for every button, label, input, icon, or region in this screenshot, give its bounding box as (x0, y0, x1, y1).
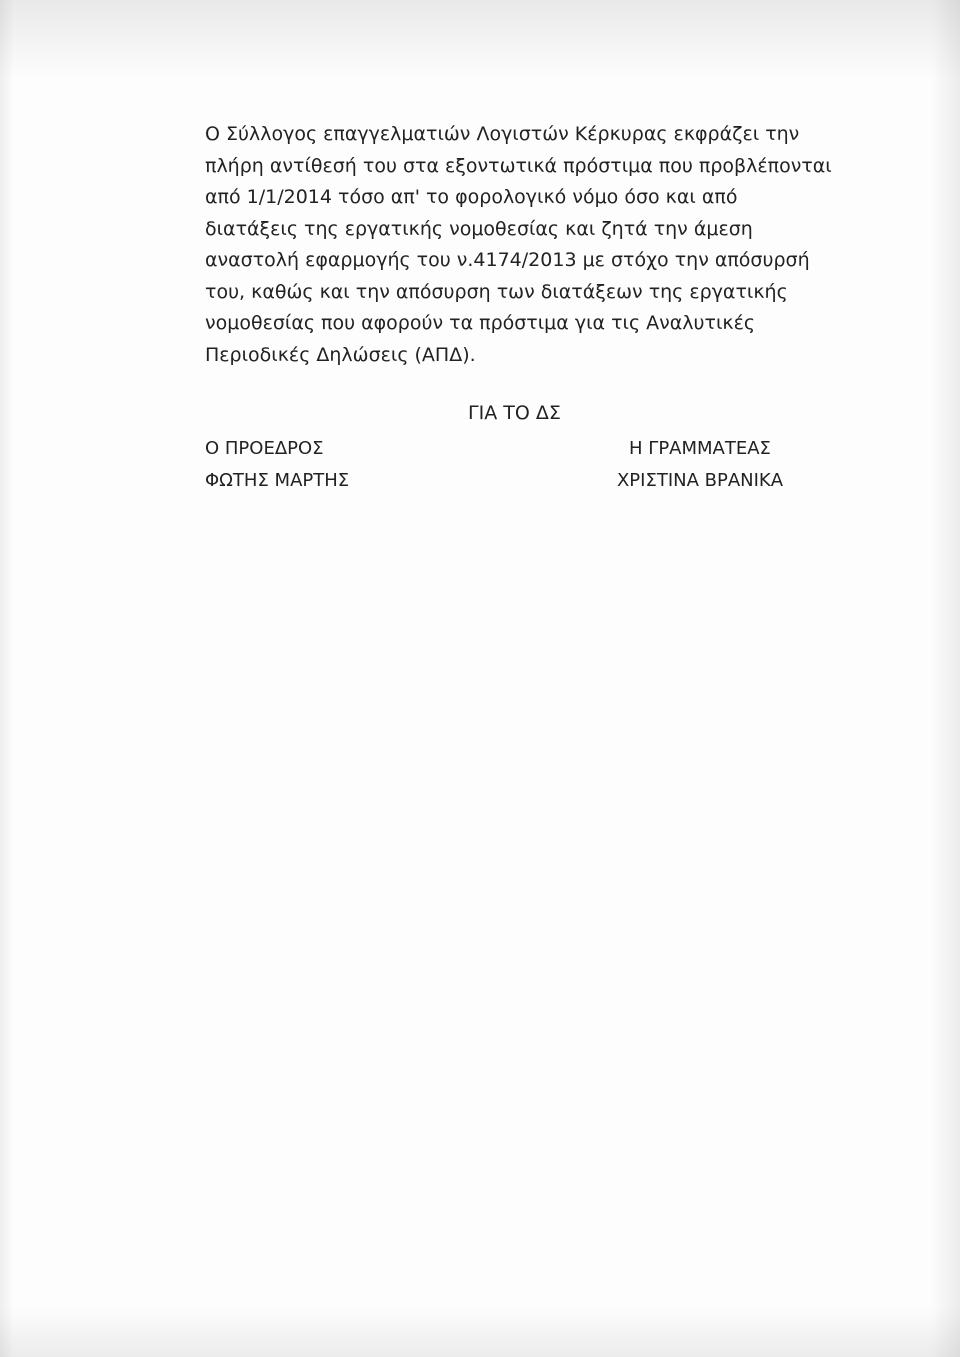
president-role: Ο ΠΡΟΕΔΡΟΣ (205, 438, 324, 459)
paragraph-line: Περιοδικές Δηλώσεις (ΑΠΔ). (205, 343, 476, 366)
secretary-name: ΧΡΙΣΤΙΝΑ ΒΡΑΝΙΚΑ (616, 470, 784, 491)
paragraph-line: Ο Σύλλογος επαγγελματιών Λογιστών Κέρκυρας εκφράζει την (205, 123, 800, 145)
on-behalf-heading: ΓΙΑ ΤΟ ΔΣ (468, 402, 561, 424)
secretary-signature-block (616, 433, 784, 497)
scan-shadow-right (930, 0, 960, 1357)
paragraph-line: νομοθεσίας που αφορούν τα πρόστιμα για τις Αναλυτικές (205, 312, 755, 334)
paragraph-line: διατάξεις της εργατικής νομοθεσίας και ζητά την άμεση (205, 217, 753, 240)
paragraph-line: του, καθώς και την απόσυρση των διατάξεων της εργατικής (205, 280, 788, 303)
president-signature-block (205, 433, 349, 497)
scan-shadow-bottom (0, 1307, 960, 1357)
paragraph-line: από 1/1/2014 τόσο απ' το φορολογικό νόμο όσο και από (205, 186, 738, 208)
president-name: ΦΩΤΗΣ ΜΑΡΤΗΣ (205, 470, 350, 491)
scan-shadow-top (0, 0, 960, 80)
paragraph-line: πλήρη αντίθεσή του στα εξοντωτικά πρόστιμα που προβλέπονται (205, 154, 832, 177)
paragraph-line: αναστολή εφαρμογής του ν.4174/2013 με στόχο την απόσυρσή (205, 249, 810, 271)
secretary-role: Η ΓΡΑΜΜΑΤΕΑΣ (629, 438, 771, 459)
statement-paragraph (205, 119, 832, 371)
scan-shadow-left (0, 0, 14, 1357)
